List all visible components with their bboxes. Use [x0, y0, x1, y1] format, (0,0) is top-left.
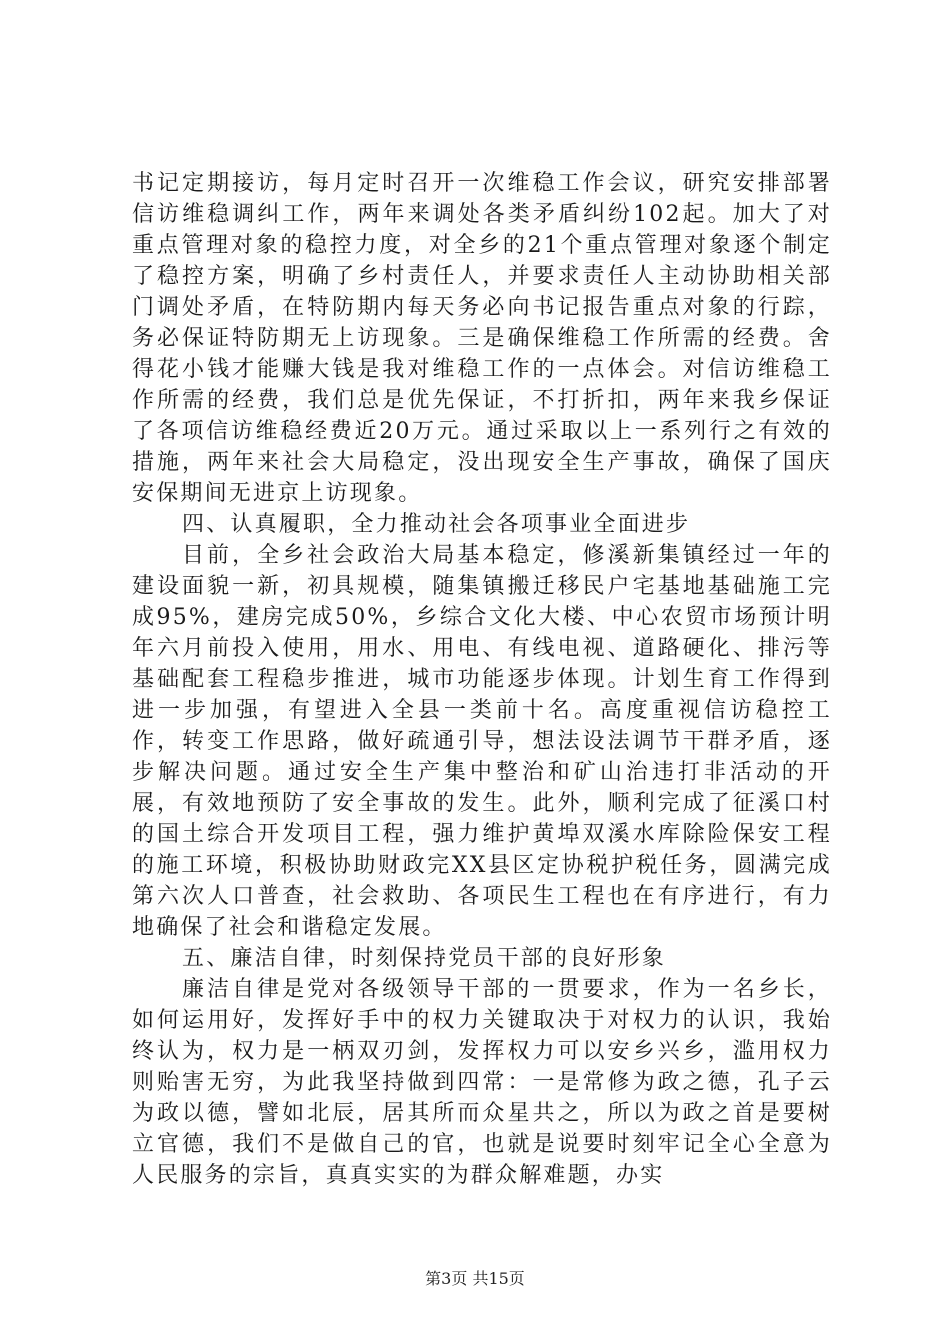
- document-body: [132, 168, 832, 1191]
- paragraph-continuation: 书记定期接访，每月定时召开一次维稳工作会议，研究安排部署信访维稳调纠工作，两年来调处各类矛盾纠纷102起。加大了对重点管理对象的稳控力度，对全乡的21个重点管理对象逐个制定了稳控方案，明确了乡村责任人，并要求责任人主动协助相关部门调处矛盾，在特防期内每天务必向书记报告重点对象的行踪，务必保证特防期无上访现象。三是确保维稳工作所需的经费。舍得花小钱才能赚大钱是我对维稳工作的一点体会。对信访维稳工作所需的经费，我们总是优先保证，不打折扣，两年来我乡保证了各项信访维稳经费近20万元。通过采取以上一系列行之有效的措施，两年来社会大局稳定，没出现安全生产事故，确保了国庆安保期间无进京上访现象。: [132, 171, 832, 506]
- paragraph-section-4: 目前，全乡社会政治大局基本稳定，修溪新集镇经过一年的建设面貌一新，初具规模，随集镇搬迁移民户宅基地基础施工完成95%，建房完成50%，乡综合文化大楼、中心农贸市场预计明年六月前投入使用，用水、用电、有线电视、道路硬化、排污等基础配套工程稳步推进，城市功能逐步体现。计划生育工作得到进一步加强，有望进入全县一类前十名。高度重视信访稳控工作，转变工作思路，做好疏通引导，想法设法调节干群矛盾，逐步解决问题。通过安全生产集中整治和矿山治违打非活动的开展，有效地预防了安全事故的发生。此外，顺利完成了征溪口村的国土综合开发项目工程，强力维护黄埠双溪水库除险保安工程的施工环境，积极协助财政完XX县区定协税护税任务，圆满完成第六次人口普查，社会救助、各项民生工程也在有序进行，有力地确保了社会和谐稳定发展。: [132, 543, 832, 940]
- section-heading-4: 四、认真履职，全力推动社会各项事业全面进步: [182, 512, 691, 537]
- page-footer: [0, 1266, 950, 1289]
- paragraph-section-5: 廉洁自律是党对各级领导干部的一贯要求，作为一名乡长，如何运用好，发挥好手中的权力关键取决于对权力的认识，我始终认为，权力是一柄双刃剑，发挥权力可以安乡兴乡，滥用权力则贻害无穷，为此我坚持做到四常：一是常修为政之德，孔子云为政以德，譬如北辰，居其所而众星共之，所以为政之首是要树立官德，我们不是做自己的官，也就是说要时刻牢记全心全意为人民服务的宗旨，真真实实的为群众解难题，办实: [132, 977, 832, 1188]
- page-number-label: 第3页 共15页: [425, 1269, 525, 1288]
- section-heading-5: 五、廉洁自律，时刻保持党员干部的良好形象: [182, 946, 667, 971]
